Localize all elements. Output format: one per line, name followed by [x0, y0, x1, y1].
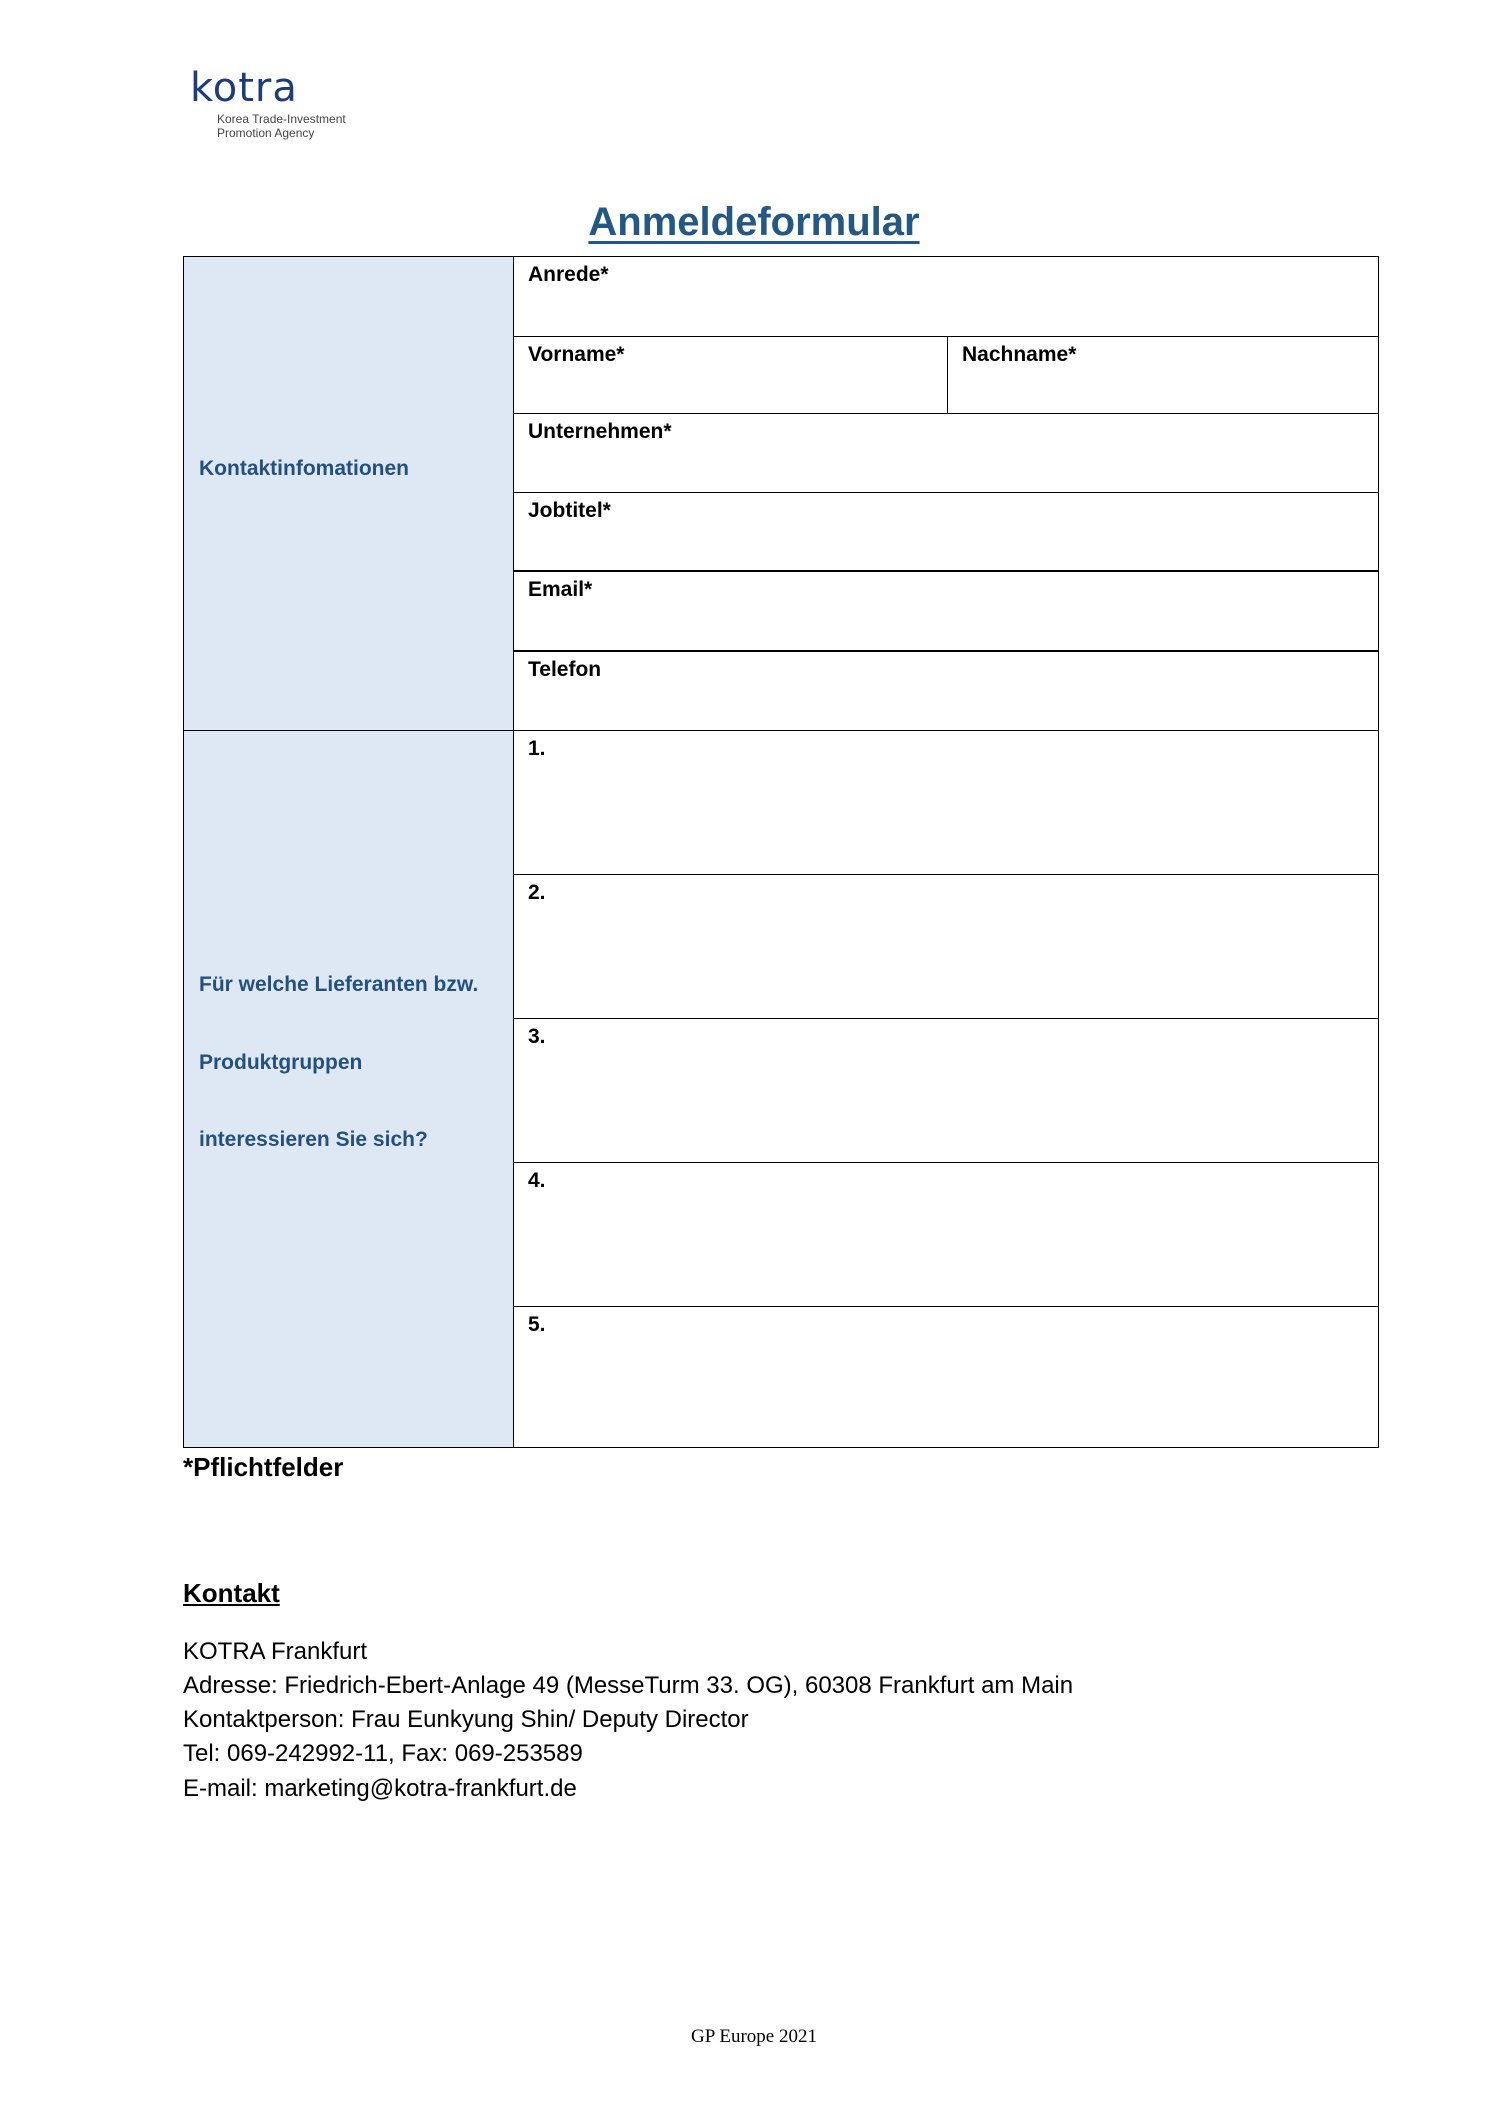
logo-subtitle-2: Promotion Agency: [217, 126, 315, 140]
logo-wordmark: kotra: [190, 65, 298, 111]
field-nachname[interactable]: [948, 337, 1378, 414]
item-number: 3.: [528, 1025, 546, 1048]
page-title-text: Anmeldeformular: [588, 200, 920, 244]
field-label: Nachname*: [962, 343, 1077, 366]
field-label: Anrede*: [528, 263, 609, 286]
contact-section-label-cell: [184, 257, 514, 731]
registration-form-table: [183, 256, 1379, 1448]
item-number: 4.: [528, 1169, 546, 1192]
contact-heading: Kontakt: [183, 1578, 280, 1608]
interest-item-3[interactable]: [514, 1019, 1378, 1163]
page-footer: GP Europe 2021: [691, 2026, 817, 2047]
field-label: Jobtitel*: [528, 499, 611, 522]
field-jobtitel[interactable]: [514, 493, 1378, 572]
field-telefon[interactable]: [514, 652, 1378, 731]
contact-person: Kontaktperson: Frau Eunkyung Shin/ Deputy Director: [183, 1706, 749, 1733]
field-label: Vorname*: [528, 343, 625, 366]
field-vorname[interactable]: [514, 337, 948, 414]
contact-email[interactable]: E-mail: marketing@kotra-frankfurt.de: [183, 1775, 577, 1802]
item-number: 2.: [528, 881, 546, 904]
interest-item-4[interactable]: [514, 1163, 1378, 1307]
item-number: 1.: [528, 737, 546, 760]
contact-line: KOTRA Frankfurt: [183, 1638, 368, 1665]
interest-label-line: Für welche Lieferanten bzw.: [199, 973, 479, 996]
field-email[interactable]: [514, 572, 1378, 652]
page-title: [0, 200, 1500, 245]
field-unternehmen[interactable]: [514, 414, 1378, 493]
interest-section-label-cell: [184, 731, 514, 1447]
logo-subtitle-1: Korea Trade-Investment: [217, 112, 346, 126]
interest-label-line: interessieren Sie sich?: [199, 1128, 428, 1151]
contact-phone-fax: Tel: 069-242992-11, Fax: 069-253589: [183, 1740, 583, 1767]
contact-address: Adresse: Friedrich-Ebert-Anlage 49 (MesseTurm 33. OG), 60308 Frankfurt am Main: [183, 1672, 1074, 1699]
kotra-logo: [190, 65, 346, 140]
interest-label-line: Produktgruppen: [199, 1051, 363, 1074]
field-label: Unternehmen*: [528, 420, 672, 443]
field-label: Email*: [528, 578, 593, 601]
field-label: Telefon: [528, 658, 602, 681]
required-fields-note: *Pflichtfelder: [183, 1452, 344, 1482]
contact-section-label: Kontaktinfomationen: [199, 457, 409, 480]
interest-item-5[interactable]: [514, 1307, 1378, 1447]
interest-item-2[interactable]: [514, 875, 1378, 1019]
item-number: 5.: [528, 1313, 546, 1336]
interest-item-1[interactable]: [514, 731, 1378, 875]
field-anrede[interactable]: [514, 257, 1378, 337]
